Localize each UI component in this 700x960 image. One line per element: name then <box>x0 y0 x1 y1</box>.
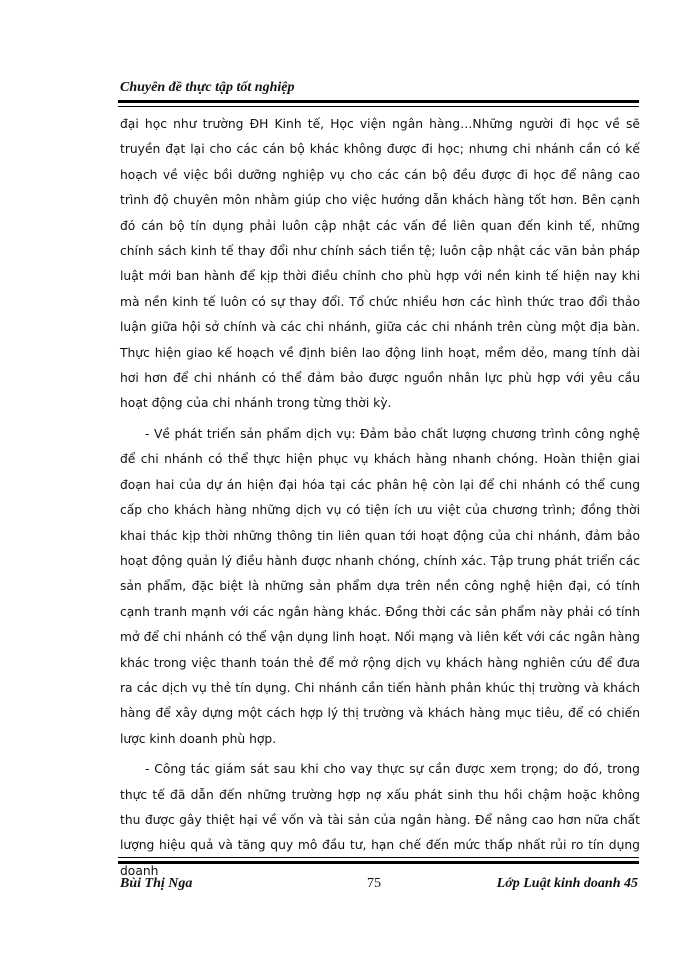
page-header-title: Chuyên đề thực tập tốt nghiệp <box>120 80 295 95</box>
paragraph-product-development: - Về phát triển sản phẩm dịch vụ: Đảm bảo chất lượng chương trình công nghệ để chi nhánh có thể thực hiện phục vụ khách hàng nhanh chóng. Hoàn thiện giai đoạn hai của dự án hiện đại hóa tại các phân hệ còn lại để chi nhánh có thể cung cấp cho khách hàng những dịch vụ có tiện ích ưu việt của chương trình; đồng thời khai thác kịp thời những thông tin liên quan tới hoạt động của chi nhánh, đảm bảo hoạt động quản lý điều hành được nhanh chóng, chính xác. Tập trung phát triển các sản phẩm, đặc biệt là những sản phẩm dựa trên nền công nghệ hiện đại, có tính cạnh tranh mạnh với các ngân hàng khác. Đồng thời các sản phẩm này phải có tính mở để chi nhánh có thể vận dụng linh hoạt. Nối mạng và liên kết với các ngân hàng khác trong việc thanh toán thẻ để mở rộng dịch vụ khách hàng nghiên cứu để đưa ra các dịch vụ thẻ tín dụng. Chi nhánh cần tiến hành phân khúc thị trường và khách hàng để xây dựng một cách hợp lý thị trường và khách hàng mục tiêu, để có chiến lược kinh doanh phù hợp. <box>120 426 640 746</box>
footer-page-number: 75 <box>367 876 381 891</box>
header-rule-thin <box>118 106 639 107</box>
footer-rule-thin <box>118 857 639 858</box>
footer-author: Bùi Thị Nga <box>120 876 193 891</box>
paragraph-continuation: đại học như trường ĐH Kinh tế, Học viện ngân hàng…Những người đi học về sẽ truyền đạt lại cho các cán bộ khác không được đi học; nhưng chi nhánh cần có kế hoạch về việc bồi dưỡng nghiệp vụ cho các cán bộ đều được đi học để nâng cao trình độ chuyên môn nhằm giúp cho việc hướng dẫn khách hàng tốt hơn. Bên cạnh đó cán bộ tín dụng phải luôn cập nhật các vấn đề liên quan đến kinh tế, những chính sách kinh tế thay đổi như chính sách tiền tệ; luôn cập nhật các văn bản pháp luật mới ban hành để kịp thời điều chỉnh cho phù hợp với nền kinh tế hiện nay khi mà nền kinh tế luôn có sự thay đổi. Tổ chức nhiều hơn các hình thức trao đổi thảo luận giữa hội sở chính và các chi nhánh, giữa các chi nhánh trên cùng một địa bàn. Thực hiện giao kế hoạch về định biên lao động linh hoạt, mềm dẻo, mang tính dài hơi hơn để chi nhánh có thể đảm bảo được nguồn nhân lực phù hợp với yêu cầu hoạt động của chi nhánh trong từng thời kỳ. <box>120 117 640 411</box>
header-rule-thick <box>118 100 639 103</box>
footer-rule-thick <box>118 861 639 864</box>
body-text <box>120 112 640 884</box>
paragraph-loan-supervision: - Công tác giám sát sau khi cho vay thực sự cần được xem trọng; do đó, trong thực tế đã dẫn đến những trường hợp nợ xấu phát sinh thu hồi chậm hoặc không thu được gây thiệt hại về vốn và tài sản của ngân hàng. Để nâng cao hơn nữa chất lượng hiệu quả và tăng quy mô đầu tư, hạn chế đến mức thấp nhất rủi ro tín dụng doanh <box>120 762 640 878</box>
footer-class-name: Lớp Luật kinh doanh 45 <box>496 876 638 891</box>
